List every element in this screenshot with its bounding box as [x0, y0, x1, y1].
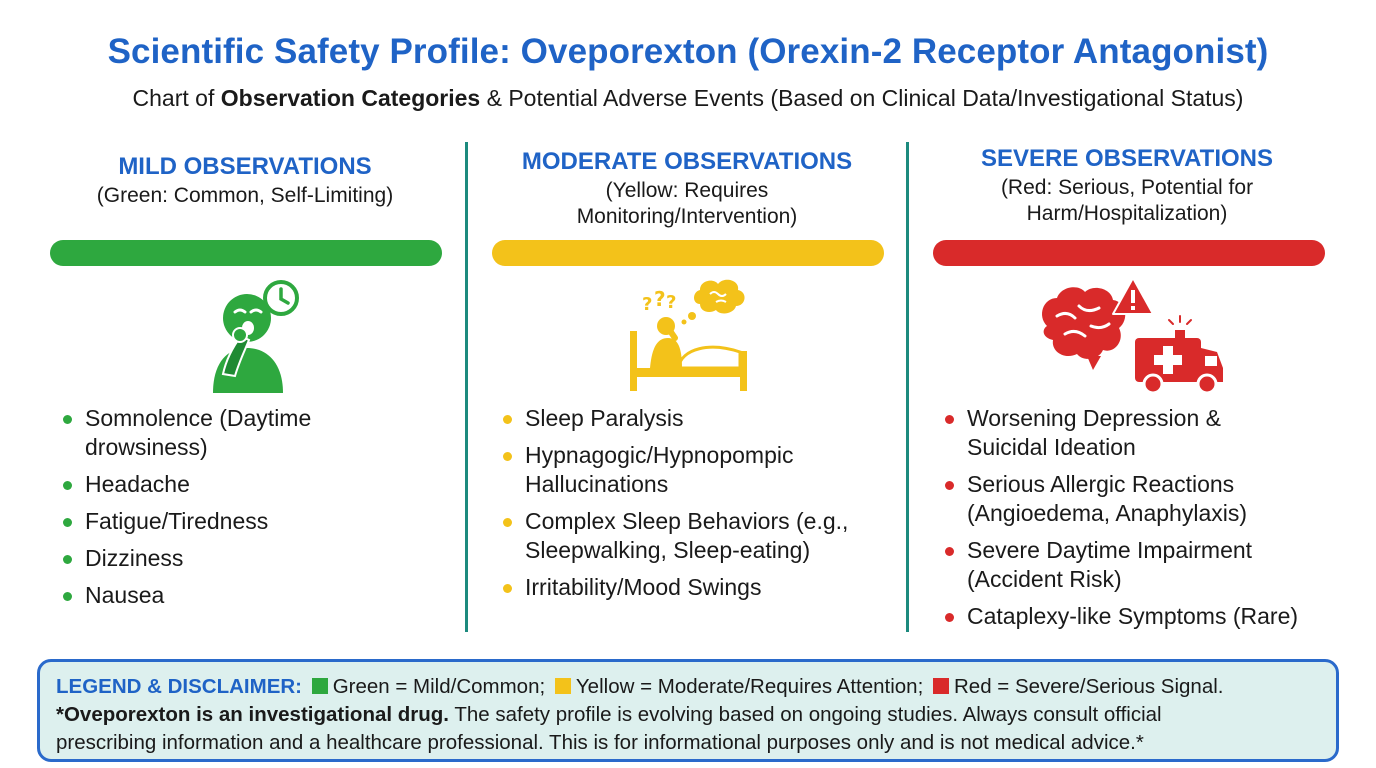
- yellow-square-icon: [555, 678, 571, 694]
- legend-disclaimer-box: [37, 659, 1339, 762]
- moderate-observations-list: [498, 404, 898, 610]
- item-line: Hallucinations: [525, 471, 669, 497]
- yawning-person-clock-icon: [205, 278, 315, 393]
- item-line: Cataplexy-like Symptoms (Rare): [967, 603, 1299, 629]
- bullet-dot: [503, 415, 512, 424]
- item-line: Nausea: [85, 582, 165, 608]
- bullet-dot: [945, 481, 954, 490]
- list-item: [940, 404, 1350, 462]
- bullet-dot: [63, 592, 72, 601]
- severe-observations-list: [940, 404, 1350, 639]
- bullet-dot: [63, 481, 72, 490]
- item-line: Dizziness: [85, 545, 184, 571]
- bullet-dot: [63, 415, 72, 424]
- bullet-dot: [945, 547, 954, 556]
- moderate-color-bar: [492, 240, 884, 266]
- svg-text:?: ?: [642, 294, 653, 315]
- page-subtitle: [0, 85, 1376, 112]
- item-line: (Accident Risk): [967, 566, 1122, 592]
- bullet-dot: [503, 584, 512, 593]
- bullet-dot: [503, 518, 512, 527]
- item-line: Worsening Depression &: [967, 405, 1221, 431]
- item-line: Somnolence (Daytime: [85, 405, 312, 431]
- mild-observations-list: [58, 404, 458, 618]
- moderate-column-header: [472, 145, 902, 230]
- mild-description: (Green: Common, Self-Limiting): [96, 184, 394, 207]
- disclaimer-rest: The safety profile is evolving based on ongoing studies. Always consult official: [449, 703, 1162, 726]
- severe-description-line-1: (Red: Serious, Potential for: [1000, 176, 1254, 199]
- bullet-dot: [63, 518, 72, 527]
- item-line: Complex Sleep Behaviors (e.g.,: [525, 508, 849, 534]
- bullet-dot: [945, 613, 954, 622]
- mild-color-bar: [50, 240, 442, 266]
- list-item: [58, 404, 458, 462]
- list-item: [58, 507, 458, 536]
- item-line: Hypnagogic/Hypnopompic: [525, 442, 794, 468]
- disclaimer-line: prescribing information and a healthcare professional. This is for informational purposes only and is not medical advice.*: [56, 731, 1144, 754]
- bullet-dot: [945, 415, 954, 424]
- severe-heading: SEVERE OBSERVATIONS: [980, 145, 1274, 172]
- item-line: Fatigue/Tiredness: [85, 508, 269, 534]
- confused-person-bed-icon: [620, 276, 755, 394]
- page-title: Scientific Safety Profile: Oveporexton (Orexin-2 Receptor Antagonist): [107, 32, 1269, 71]
- list-item: [940, 536, 1350, 594]
- mild-column-header: [30, 145, 460, 209]
- legend-line: [56, 673, 1320, 701]
- list-item: [498, 404, 898, 433]
- item-line: Sleep Paralysis: [525, 405, 684, 431]
- list-item: [58, 581, 458, 610]
- legend-label: LEGEND & DISCLAIMER:: [56, 675, 302, 698]
- item-line: Sleepwalking, Sleep-eating): [525, 537, 811, 563]
- list-item: [498, 507, 898, 565]
- red-square-icon: [933, 678, 949, 694]
- item-line: Serious Allergic Reactions: [967, 471, 1235, 497]
- disclaimer-bold: *Oveporexton is an investigational drug.: [56, 703, 449, 726]
- svg-text:?: ?: [666, 292, 677, 313]
- mild-heading: MILD OBSERVATIONS: [118, 153, 372, 180]
- item-line: drowsiness): [85, 434, 208, 460]
- moderate-heading: MODERATE OBSERVATIONS: [521, 148, 853, 175]
- item-line: (Angioedema, Anaphylaxis): [967, 500, 1247, 526]
- column-divider: [465, 142, 468, 632]
- list-item: [940, 470, 1350, 528]
- severe-description-line-2: Harm/Hospitalization): [1026, 202, 1228, 225]
- svg-text:?: ?: [654, 287, 666, 311]
- severe-color-bar: [933, 240, 1325, 266]
- list-item: [498, 573, 898, 602]
- bullet-dot: [503, 452, 512, 461]
- bullet-dot: [63, 555, 72, 564]
- list-item: [940, 602, 1350, 631]
- list-item: [58, 470, 458, 499]
- green-square-icon: [312, 678, 328, 694]
- legend-red: Red = Severe/Serious Signal.: [953, 675, 1224, 698]
- moderate-description-line-2: Monitoring/Intervention): [576, 205, 798, 228]
- item-line: Irritability/Mood Swings: [525, 574, 762, 600]
- item-line: Headache: [85, 471, 190, 497]
- column-divider: [906, 142, 909, 632]
- list-item: [498, 441, 898, 499]
- moderate-description-line-1: (Yellow: Requires: [605, 179, 769, 202]
- subtitle-post: & Potential Adverse Events (Based on Clinical Data/Investigational Status): [480, 85, 1244, 111]
- item-line: Severe Daytime Impairment: [967, 537, 1253, 563]
- item-line: Suicidal Ideation: [967, 434, 1136, 460]
- legend-yellow: Yellow = Moderate/Requires Attention;: [575, 675, 924, 698]
- legend-green: Green = Mild/Common;: [332, 675, 546, 698]
- list-item: [58, 544, 458, 573]
- brain-warning-ambulance-icon: [1035, 276, 1225, 394]
- severe-column-header: [912, 145, 1342, 227]
- subtitle-pre: Chart of: [132, 85, 221, 111]
- subtitle-bold: Observation Categories: [220, 85, 481, 111]
- disclaimer-line: [56, 701, 1320, 729]
